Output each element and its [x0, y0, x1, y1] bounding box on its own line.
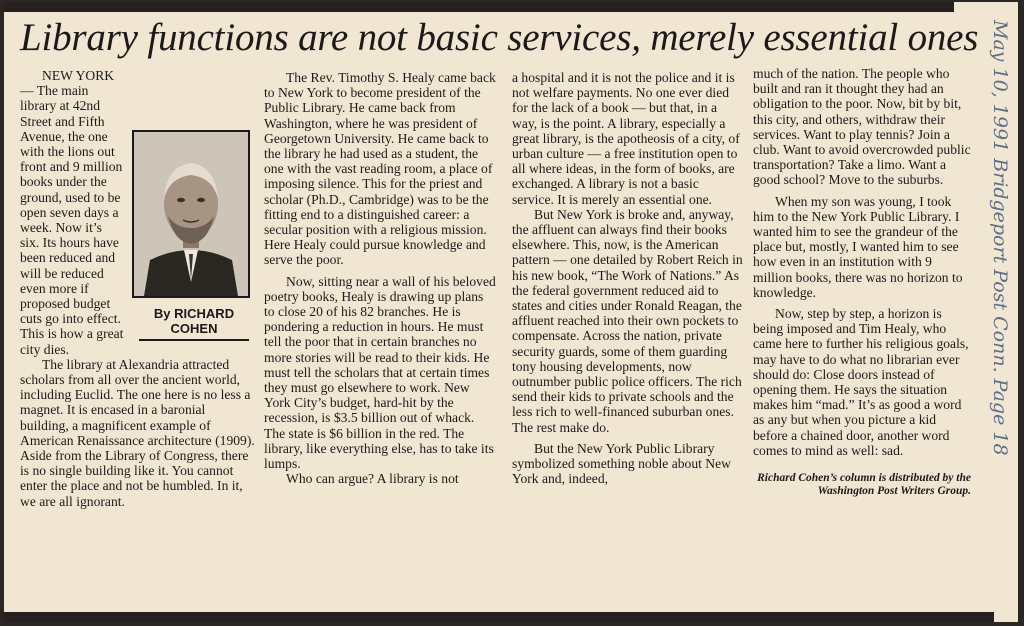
byline: [132, 306, 256, 336]
handwritten-annotation: [980, 8, 1014, 608]
paragraph: Who can argue? A library is not: [286, 471, 459, 487]
paragraph: much of the nation. The people who built and ran it thought they had an obligation to the poor. Now, bit by bit, this city, and others, withdraw their services. Want to play tennis? Join a club. Want to avoid overcrowded public transportation? Take a limo. Want a good school? Move to the suburbs.: [753, 66, 971, 188]
column-3: [512, 70, 744, 486]
top-rule: [4, 2, 954, 12]
handwritten-source-note: May 10, 1991 Bridgeport Post Conn. Page 18: [989, 20, 1011, 456]
paragraph: NEW YORK — The main library at 42nd Street and Fifth Avenue, the one with the lions out front and 9 million books under the ground, used to be open seven days a week. Now it’s six. Its hours have been reduced and will be reduced even more if proposed budget cuts go into effect. This is how a great city dies.: [20, 68, 124, 357]
headline: Library functions are not basic services, merely essential ones: [20, 16, 979, 59]
paragraph: The Rev. Timothy S. Healy came back to New York to become president of the Public Library. He came back from Washington, where he was president of Georgetown University. He came back to the library he had used as a student, the one with the vast reading room, a place of imposing silence. This for the priest and scholar (Ph.D., Cambridge) was to be the fitting end to a distinguished career: a secular position with a religious mission. Here Healy could pursue knowledge and serve the poor.: [264, 70, 496, 268]
byline-rule: [139, 339, 249, 341]
paragraph: Now, sitting near a wall of his beloved poetry books, Healy is drawing up plans to close 20 of his 82 branches. He is pondering a reduction in hours. He must tell the poor that in certain branches no more stories will be read to their kids. He must tell the scholars that at certain times they must go elsewhere to work. New York City’s budget, hard-hit by the recession, is $3.5 billion out of whack. The state is $6 billion in the red. The library, like everything else, has to take its lumps.: [264, 273, 496, 472]
byline-line-2: COHEN: [170, 321, 218, 336]
paragraph: But the New York Public Library symbolized something noble about New York and, indeed,: [512, 440, 731, 487]
author-portrait-illustration: [134, 132, 248, 296]
paragraph: a hospital and it is not the police and it is not welfare payments. No one ever died for the lack of a book — but that, in a way, is the point. A library, especially a great library, is the apotheosis of a city, of urban culture — a free institution open to all where ideas, in the form of books, are exchanged. A library is not a basic service. It is merely an essential one.: [512, 70, 740, 207]
byline-line-1: By RICHARD: [153, 306, 235, 321]
paragraph: Now, step by step, a horizon is being imposed and Tim Healy, who came here to further his religious goals, may have to do what no librarian ever should do: Close doors instead of opening them. He says the situation makes him “mad.” It’s as good a word as any but when you picture a kid before a chained door, another word comes to mind as well: sad.: [753, 306, 969, 458]
bottom-rule: [4, 612, 994, 622]
author-figure: [132, 130, 256, 344]
paragraph: When my son was young, I took him to the New York Public Library. I wanted him to see the grandeur of the place but, mostly, I wanted him to see how even in an institution with 9 million books, there was no horizon to knowledge.: [753, 193, 963, 300]
column-2: [264, 70, 496, 486]
column-4: [753, 66, 971, 498]
paragraph: But New York is broke and, anyway, the affluent can always find their books elsewhere. This, now, is the American pattern — one detailed by Robert Reich in his new book, “The Work of Nations.” As the federal government reduced aid to states and cities under Ronald Reagan, the affluent reached into their own pockets to compensate. Across the nation, private security guards, some of them guarding tony housing developments, now outnumber public police officers. The rich send their kids to private schools and the less rich to well-financed suburban ones. The rest make do.: [512, 206, 743, 435]
paragraph: The library at Alexandria attracted scholars from all over the ancient world, including Euclid. The one here is no less a magnet. It is encased in a baronial building, a magnificent example of American Renaissance architecture (1909). Aside from the Library of Congress, there is no single building like it. You cannot enter the place and not be humbled. In it, we are all ignorant.: [20, 356, 255, 509]
syndication-credit: Richard Cohen’s column is distributed by the Washington Post Writers Group.: [757, 472, 971, 498]
author-photo: [132, 130, 250, 298]
column-1: [20, 68, 256, 509]
